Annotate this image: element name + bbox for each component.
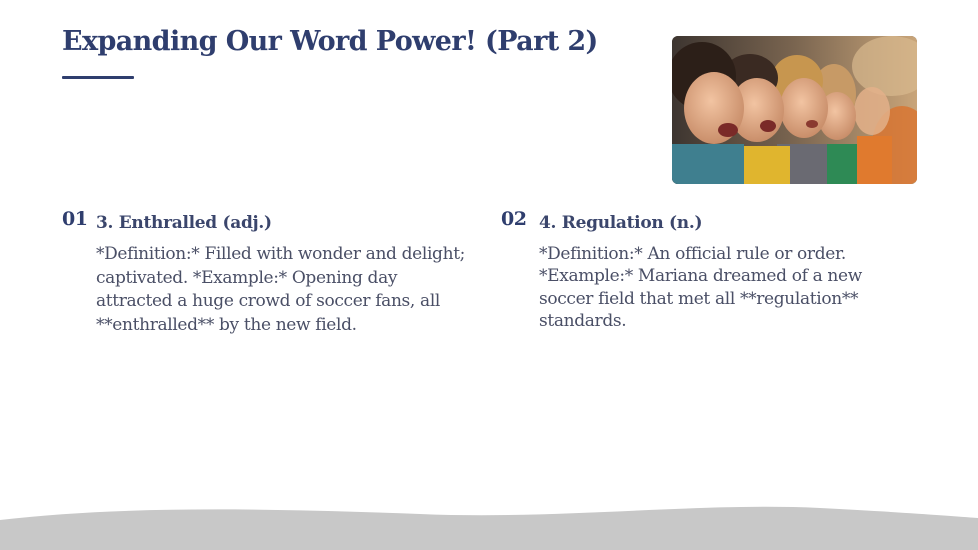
children-photo-image <box>672 36 917 184</box>
slide-title: Expanding Our Word Power! (Part 2) <box>62 26 598 57</box>
title-underline <box>62 76 134 79</box>
bottom-wave <box>0 500 978 550</box>
item-heading: 4. Regulation (n.) <box>539 213 703 233</box>
item-heading: 3. Enthralled (adj.) <box>96 213 272 233</box>
item-number: 02 <box>501 208 527 230</box>
item-number: 01 <box>62 208 88 230</box>
children-photo <box>672 36 917 184</box>
item-body: *Definition:* An official rule or order. *Example:* Mariana dreamed of a new soccer field that met all **regulation** standards. <box>539 244 862 331</box>
item-body: *Definition:* Filled with wonder and delight; captivated. *Example:* Opening day attracted a huge crowd of soccer fans, all **enthralled** by the new field. <box>96 244 466 335</box>
